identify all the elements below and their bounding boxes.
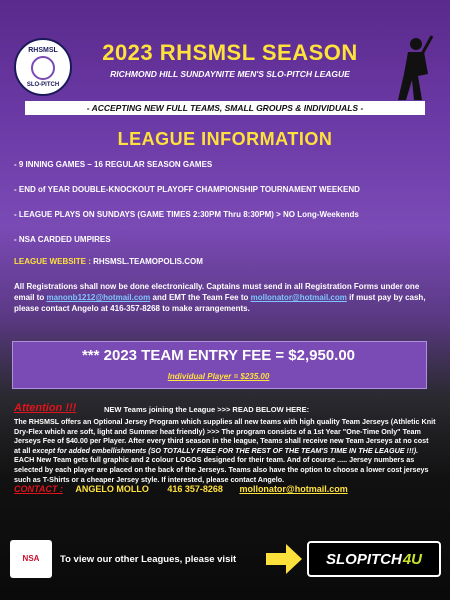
jersey-text-italic: except for added embellishments (SO TOTALLY FREE FOR THE REST OF THE TEAM'S TIME IN THE LEAGUE !!!). xyxy=(32,445,419,455)
rhsmsl-logo xyxy=(14,38,72,96)
jersey-program-text xyxy=(14,417,436,484)
jersey-text-1: The RHSMSL offers an Optional Jersey Program which supplies all new teams with high quality Team Jerseys (Athletic Knit Dry-Flex which are soft, light and Summer heat friendly) >>> The program consists of a 1st Year "One-Time Only" Team Jerseys Fee of $40.00 per Player. After every third season in the league, Teams shall receive new Team Jerseys at no cost at all xyxy=(14,417,436,455)
nsa-logo: NSA xyxy=(10,540,52,578)
brand-text: SLOPITCH xyxy=(325,550,402,568)
attention-note: NEW Teams joining the League >>> READ BELOW HERE: xyxy=(104,405,310,414)
arrow-right-icon xyxy=(266,544,302,574)
registration-part3: if must pay by cash, please contact Angelo at 416-357-8268 to make arrangements. xyxy=(14,293,426,313)
recruiting-banner: - ACCEPTING NEW FULL TEAMS, SMALL GROUPS & INDIVIDUALS - xyxy=(25,101,425,115)
logo-bottom-text: SLO-PITCH xyxy=(26,81,60,88)
team-entry-fee: *** 2023 TEAM ENTRY FEE = $2,950.00 xyxy=(81,347,356,364)
info-bullet: - LEAGUE PLAYS ON SUNDAYS (GAME TIMES 2:30PM Thru 8:30PM) > NO Long-Weekends xyxy=(14,210,359,219)
info-bullet: - 9 INNING GAMES – 16 REGULAR SEASON GAMES xyxy=(14,160,213,169)
logo-top-text: RHSMSL xyxy=(28,46,58,54)
info-bullet: - NSA CARDED UMPIRES xyxy=(14,235,111,244)
contact-line xyxy=(14,484,348,494)
league-website xyxy=(14,257,203,266)
league-subtitle: RICHMOND HILL SUNDAYNITE MEN'S SLO-PITCH LEAGUE xyxy=(110,69,350,79)
registration-email-link[interactable]: manonb1212@hotmail.com xyxy=(46,293,151,302)
attention-label: Attention !!! xyxy=(14,402,77,414)
jersey-text-2: EACH New Team gets full graphic and 2 colour LOGOS designed for their team. And of course ..... Jersey numbers as selected by each player are placed on the back of the Jerseys. Teams also have the option to choose a lower cost jerseys such as T-Shirts or a cheaper Jersey style. If interested, please contact Angelo. xyxy=(14,455,429,484)
registration-text xyxy=(14,281,438,314)
contact-phone: 416 357-8268 xyxy=(167,484,223,494)
individual-fee: Individual Player = $235.00 xyxy=(167,372,270,381)
slopitch4u-link[interactable] xyxy=(307,541,441,577)
website-link[interactable]: RHSMSL.TEAMOPOLIS.COM xyxy=(93,257,203,266)
fee-email-link[interactable]: mollonator@hotmail.com xyxy=(250,293,347,302)
registration-part1: All Registrations shall now be done electronically. Captains must send in all Registration Forms under one email to xyxy=(14,282,420,302)
registration-part2: and EMT the Team Fee to xyxy=(150,293,251,302)
page-title: 2023 RHSMSL SEASON xyxy=(102,40,358,65)
contact-name: ANGELO MOLLO xyxy=(75,484,149,494)
softball-icon xyxy=(31,56,55,80)
brand-number: 4U xyxy=(402,550,423,568)
section-heading: LEAGUE INFORMATION xyxy=(117,129,333,149)
info-bullet: - END of YEAR DOUBLE-KNOCKOUT PLAYOFF CHAMPIONSHIP TOURNAMENT WEEKEND xyxy=(14,185,360,194)
contact-label: CONTACT : xyxy=(14,484,63,494)
website-label: LEAGUE WEBSITE : xyxy=(14,257,91,266)
batter-silhouette-icon xyxy=(388,34,438,104)
visit-text: To view our other Leagues, please visit xyxy=(60,554,237,565)
contact-email-link[interactable]: mollonator@hotmail.com xyxy=(239,484,348,494)
